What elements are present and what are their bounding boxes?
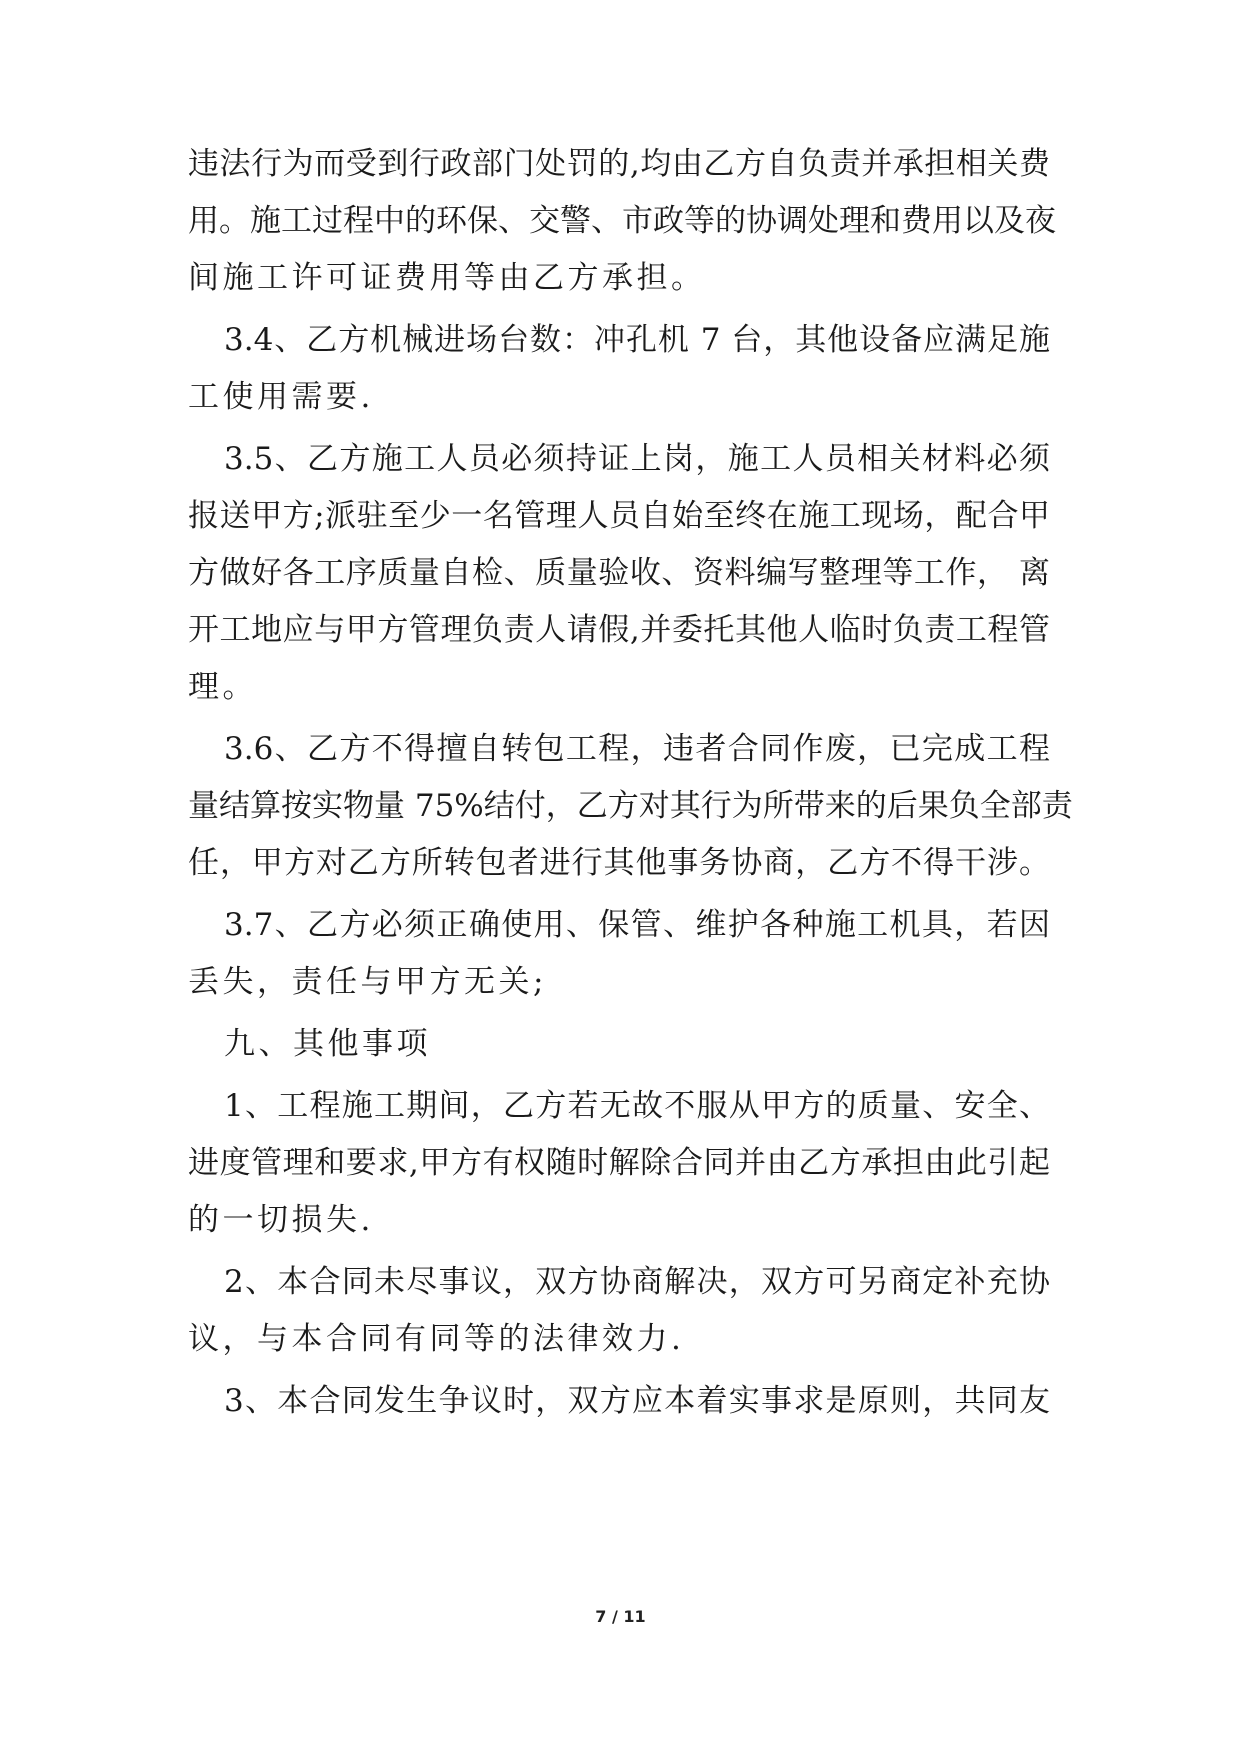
text-line: 1、工程施工期间，乙方若无故不服从甲方的质量、安全、 bbox=[224, 1088, 1050, 1124]
text-line: 3.4、乙方机械进场台数：冲孔机 7 台，其他设备应满足施 bbox=[224, 322, 1050, 358]
text-line: 任，甲方对乙方所转包者进行其他事务协商，乙方不得干涉。 bbox=[188, 845, 1050, 881]
text-line: 工使用需要. bbox=[188, 379, 374, 415]
text-line: 用。施工过程中的环保、交警、市政等的协调处理和费用以及夜 bbox=[188, 203, 1056, 239]
text-line: 3、本合同发生争议时，双方应本着实事求是原则，共同友 bbox=[224, 1383, 1050, 1419]
text-line: 丢失，责任与甲方无关; bbox=[188, 964, 547, 1000]
text-line: 3.7、乙方必须正确使用、保管、维护各种施工机具，若因 bbox=[224, 907, 1050, 943]
section-heading: 九、其他事项 bbox=[224, 1026, 431, 1062]
page-number: 7 / 11 bbox=[595, 1607, 646, 1626]
text-line: 3.5、乙方施工人员必须持证上岗，施工人员相关材料必须 bbox=[224, 441, 1050, 477]
text-line: 违法行为而受到行政部门处罚的,均由乙方自负责并承担相关费 bbox=[188, 146, 1050, 182]
text-line: 方做好各工序质量自检、质量验收、资料编写整理等工作， 离 bbox=[188, 555, 1050, 591]
text-line: 的一切损失. bbox=[188, 1202, 374, 1238]
text-line: 2、本合同未尽事议，双方协商解决，双方可另商定补充协 bbox=[224, 1264, 1050, 1300]
text-line: 议，与本合同有同等的法律效力. bbox=[188, 1321, 685, 1357]
text-line: 进度管理和要求,甲方有权随时解除合同并由乙方承担由此引起 bbox=[188, 1145, 1050, 1181]
text-line: 理。 bbox=[188, 669, 257, 705]
text-line: 报送甲方;派驻至少一名管理人员自始至终在施工现场，配合甲 bbox=[188, 498, 1050, 534]
text-line: 3.6、乙方不得擅自转包工程，违者合同作废，已完成工程 bbox=[224, 731, 1050, 767]
text-line: 开工地应与甲方管理负责人请假,并委托其他人临时负责工程管 bbox=[188, 612, 1050, 648]
text-line: 量结算按实物量 75%结付，乙方对其行为所带来的后果负全部责 bbox=[188, 788, 1073, 824]
text-line: 间施工许可证费用等由乙方承担。 bbox=[188, 260, 706, 296]
